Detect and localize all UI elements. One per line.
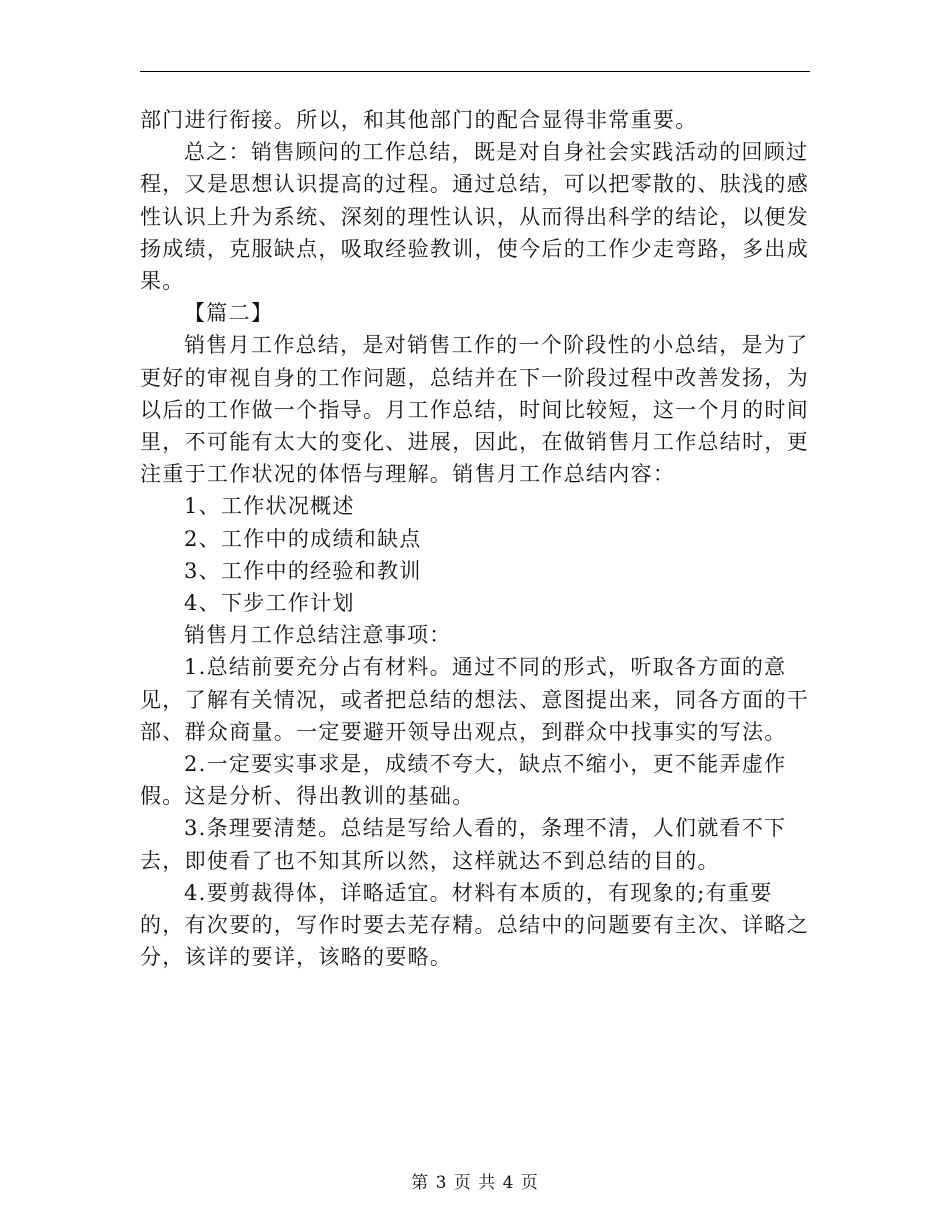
numbered-paragraph: 1.总结前要充分占有材料。通过不同的形式，听取各方面的意见，了解有关情况，或者把总结的想法、意图提出来，同各方面的干部、群众商量。一定要避开领导出观点，到群众中找事实的写法。	[140, 655, 809, 744]
document-body	[140, 104, 810, 973]
paragraph: 部门进行衔接。所以，和其他部门的配合显得非常重要。	[140, 108, 698, 132]
page-number-footer: 第 3 页 共 4 页	[411, 1173, 539, 1193]
numbered-paragraph: 3.条理要清楚。总结是写给人看的，条理不清，人们就看不下去，即使看了也不知其所以然，这样就达不到总结的目的。	[140, 816, 787, 873]
header-rule	[140, 71, 810, 72]
paragraph: 总之：销售顾问的工作总结，既是对自身社会实践活动的回顾过程，又是思想认识提高的过程。通过总结，可以把零散的、肤浅的感性认识上升为系统、深刻的理性认识，从而得出科学的结论，以便发扬成绩，克服缺点，吸取经验教训，使今后的工作少走弯路，多出成果。	[140, 140, 809, 294]
list-item: 2、工作中的成绩和缺点	[184, 526, 422, 551]
list-item: 3、工作中的经验和教训	[184, 558, 422, 583]
numbered-paragraph: 2.一定要实事求是，成绩不夸大，缺点不缩小，更不能弄虚作假。这是分析、得出教训的基础。	[140, 752, 787, 809]
paragraph: 销售月工作总结注意事项：	[184, 623, 452, 648]
list-item: 4、下步工作计划	[184, 591, 355, 616]
list-item: 1、工作状况概述	[184, 494, 355, 519]
numbered-paragraph: 4.要剪裁得体，详略适宜。材料有本质的，有现象的;有重要的，有次要的，写作时要去芜存精。总结中的问题要有主次、详略之分，该详的要详，该略的要略。	[140, 880, 809, 970]
paragraph: 销售月工作总结，是对销售工作的一个阶段性的小总结，是为了更好的审视自身的工作问题，总结并在下一阶段过程中改善发扬，为以后的工作做一个指导。月工作总结，时间比较短，这一个月的时间里，不可能有太大的变化、进展，因此，在做销售月工作总结时，更注重于工作状况的体悟与理解。销售月工作总结内容：	[140, 333, 809, 487]
section-heading: 【篇二】	[184, 301, 274, 326]
